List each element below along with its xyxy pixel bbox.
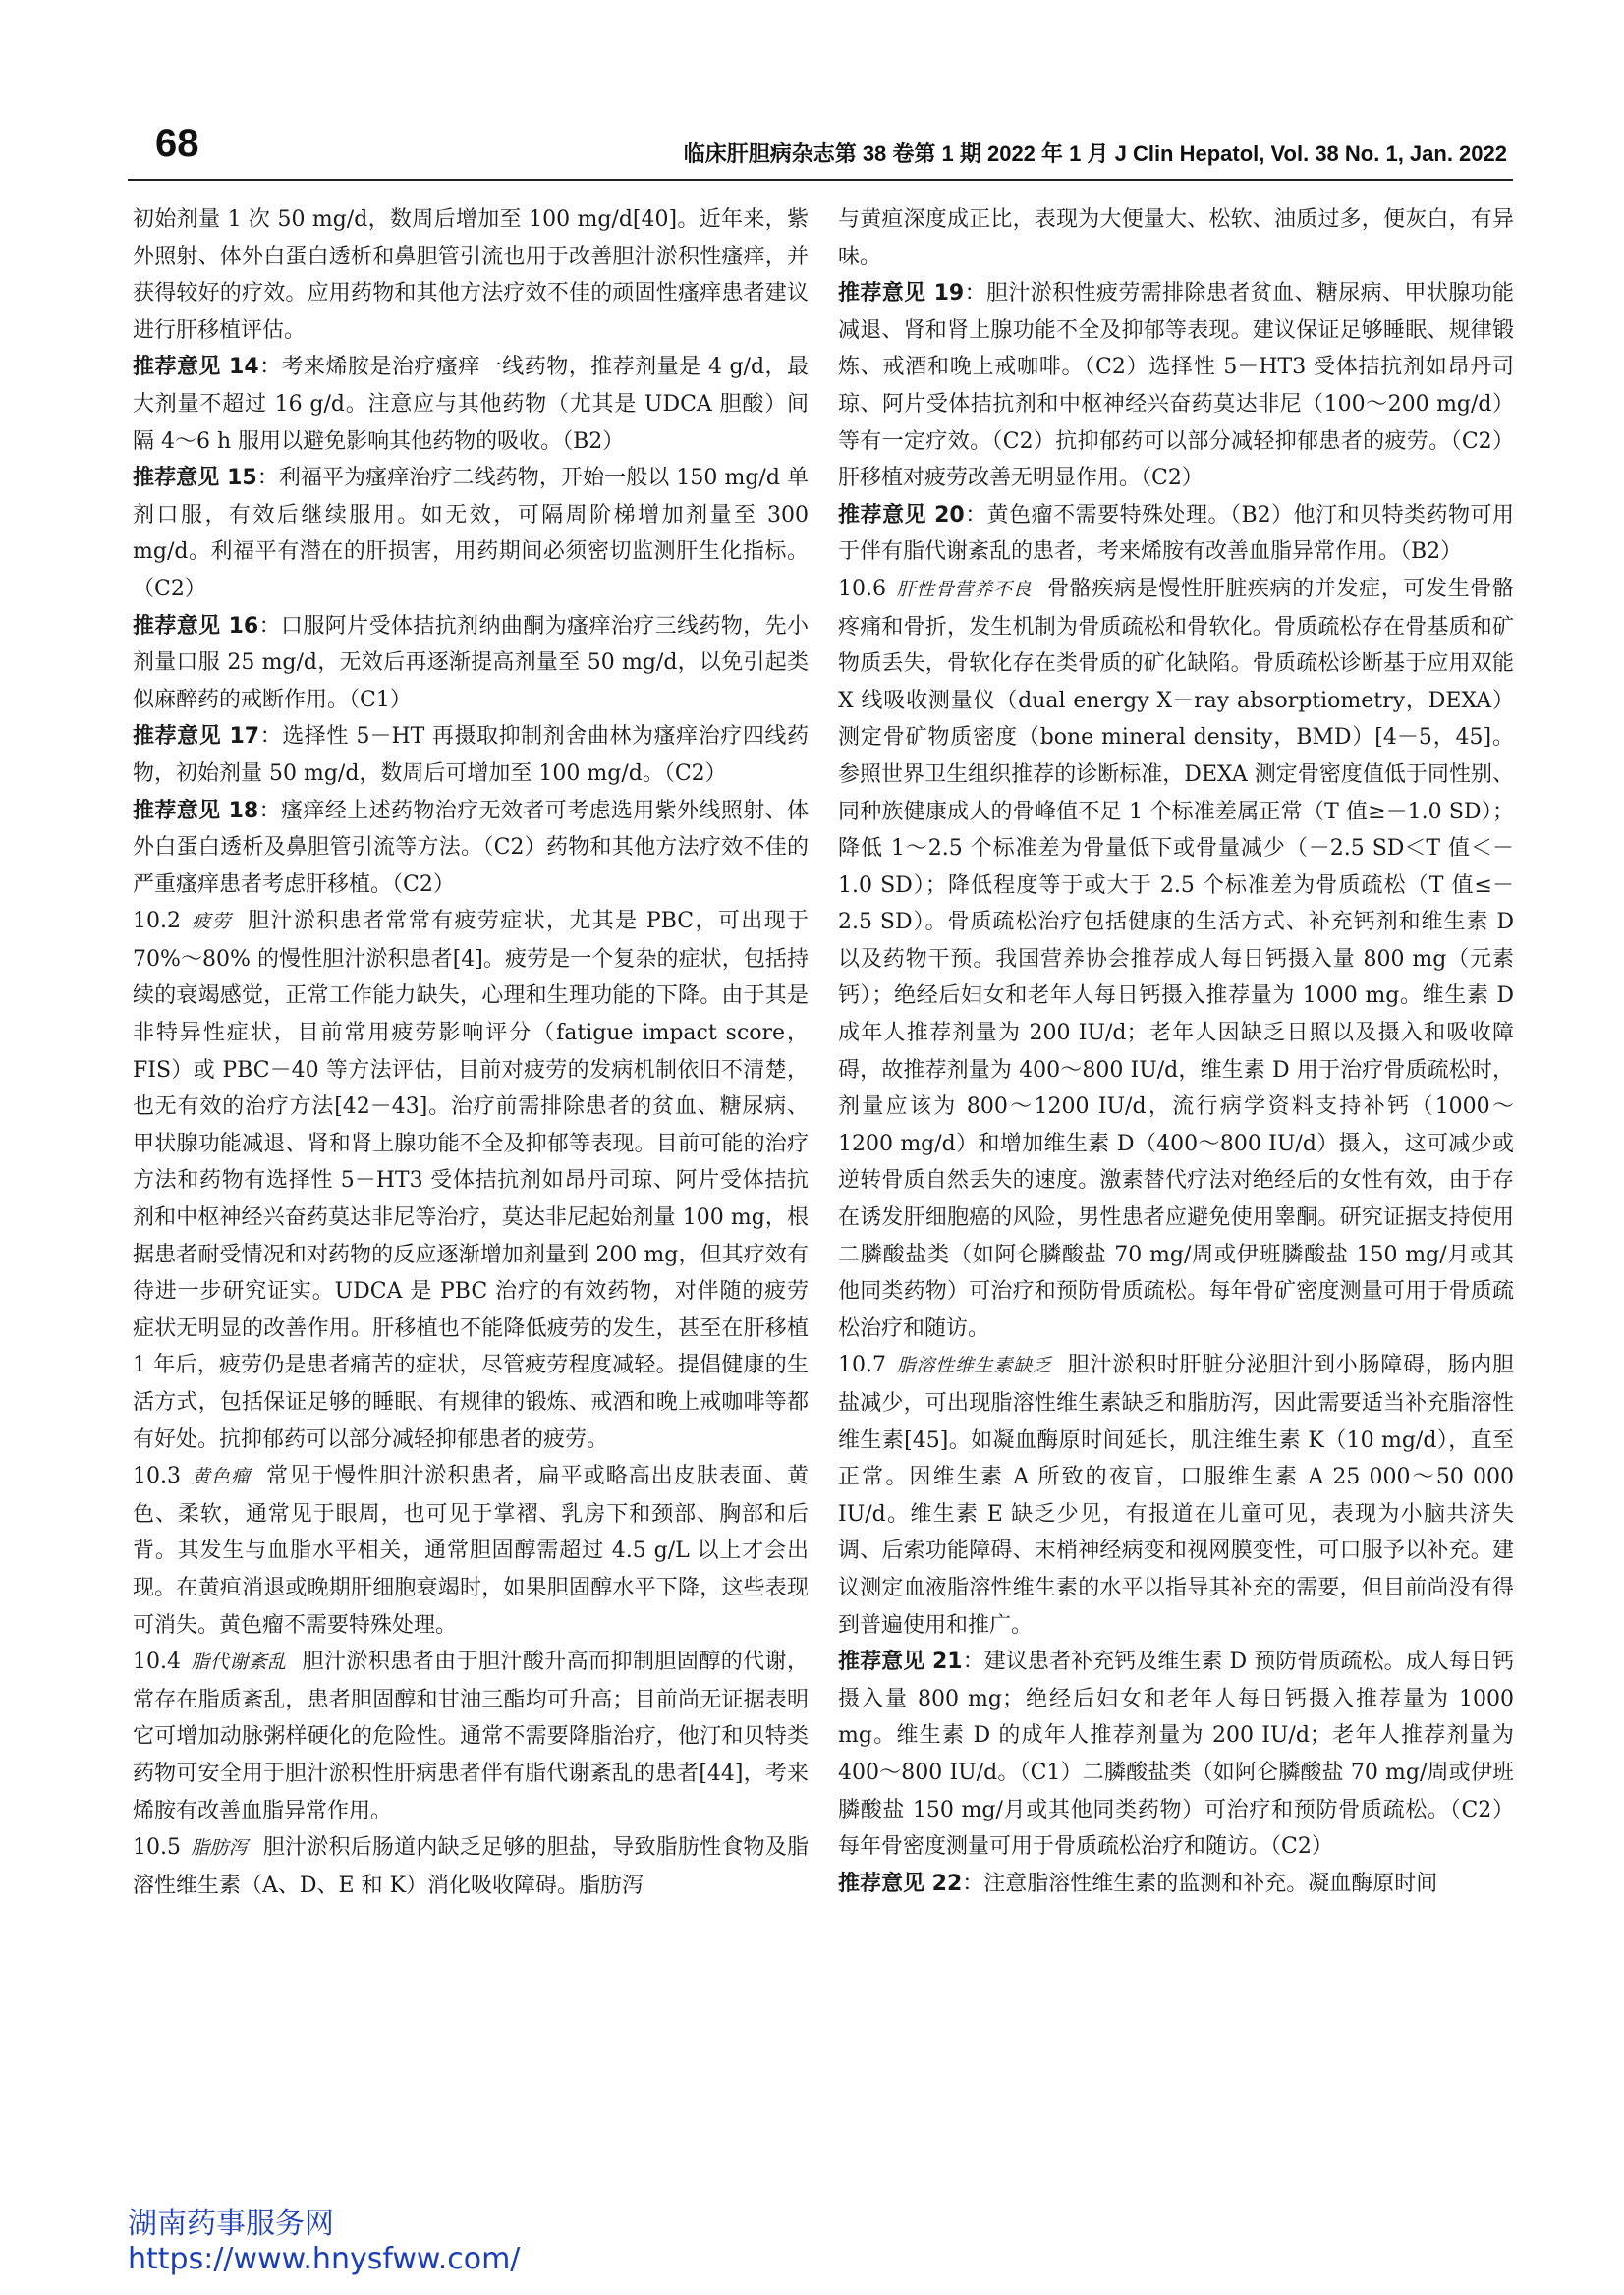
section-number: 10.5: [133, 1835, 181, 1861]
recommendation-20: [838, 497, 1514, 571]
section-10-3: [133, 1458, 809, 1644]
recommendation-label: 推荐意见 21: [838, 1650, 963, 1675]
paragraph: 与黄疸深度成正比，表现为大便量大、松软、油质过多，便灰白，有异味。: [838, 207, 1514, 269]
section-text: 胆汁淤积时肝脏分泌胆汁到小肠障碍，肠内胆盐减少，可出现脂溶性维生素缺乏和脂肪泻，因此需要适当补充脂溶性维生素[45]。如凝血酶原时间延长，肌注维生素 K（10 mg/d），直至正常。因维生素 A 所致的夜盲，口服维生素 A 25 000～50 000 IU/d。维生素 E 缺乏少见，有报道在儿童可见，表现为小脑共济失调、后索功能障碍、末梢神经病变和视网膜变性，可口服予以补充。建议测定血液脂溶性维生素的水平以指导其补充的需要，但目前尚没有得到普遍使用和推广。: [838, 1353, 1514, 1638]
section-title: 黄色瘤: [190, 1466, 252, 1488]
recommendation-17: [133, 718, 809, 792]
section-number: 10.6: [838, 576, 886, 601]
recommendation-text: ：建议患者补充钙及维生素 D 预防骨质疏松。成人每日钙摄入量 800 mg；绝经后妇女和老年人每日钙摄入推荐量为 1000 mg。维生素 D 的成年人推荐剂量为 200 IU/d；老年人推荐剂量为 400～800 IU/d。（C1）二膦酸盐类（如阿仑膦酸盐 70 mg/周或伊班膦酸盐 150 mg/月或其他同类药物）可治疗和预防骨质疏松。（C2）每年骨密度测量可用于骨质疏松治疗和随访。（C2）: [838, 1650, 1514, 1860]
section-title: 脂代谢紊乱: [190, 1651, 287, 1674]
section-number: 10.2: [133, 909, 181, 934]
section-10-5: [133, 1829, 809, 1904]
section-10-7: [838, 1347, 1514, 1644]
watermark: [128, 2207, 520, 2277]
page-number: 68: [155, 122, 199, 165]
watermark-url[interactable]: https://www.hnysfww.com/: [128, 2242, 521, 2276]
recommendation-16: [133, 608, 809, 719]
right-column: [838, 201, 1514, 1902]
recommendation-label: 推荐意见 14: [133, 355, 259, 380]
recommendation-label: 推荐意见 16: [133, 613, 259, 639]
recommendation-text: ：考来烯胺是治疗瘙痒一线药物，推荐剂量是 4 g/d，最大剂量不超过 16 g/d。注意应与其他药物（尤其是 UDCA 胆酸）间隔 4～6 h 服用以避免影响其他药物的吸收。（B2）: [133, 355, 809, 454]
recommendation-text: ：黄色瘤不需要特殊处理。（B2）他汀和贝特类药物可用于伴有脂代谢紊乱的患者，考来烯胺有改善血脂异常作用。（B2）: [838, 502, 1514, 565]
recommendation-label: 推荐意见 15: [133, 466, 257, 491]
section-title: 脂溶性维生素缺乏: [895, 1355, 1052, 1377]
section-title: 疲劳: [190, 911, 233, 933]
recommendation-label: 推荐意见 19: [838, 281, 965, 307]
section-number: 10.4: [133, 1650, 181, 1675]
recommendation-text: ：瘙痒经上述药物治疗无效者可考虑选用紫外线照射、体外白蛋白透析及鼻胆管引流等方法。（C2）药物和其他方法疗效不佳的严重瘙痒患者考虑肝移植。（C2）: [133, 798, 809, 897]
section-title: 脂肪泻: [190, 1837, 248, 1860]
section-number: 10.7: [838, 1353, 886, 1378]
watermark-site-name: 湖南药事服务网: [128, 2207, 334, 2241]
recommendation-18: [133, 793, 809, 904]
section-number: 10.3: [133, 1464, 181, 1489]
page-header: [128, 116, 1513, 181]
section-text: 胆汁淤积患者常常有疲劳症状，尤其是 PBC，可出现于 70%～80% 的慢性胆汁淤积患者[4]。疲劳是一个复杂的症状，包括持续的衰竭感觉，正常工作能力缺失，心理和生理功能的下降。由于其是非特异性症状，目前常用疲劳影响评分（fatigue impact score，FIS）或 PBC－40 等方法评估，目前对疲劳的发病机制依旧不清楚，也无有效的治疗方法[42－43]。治疗前需排除患者的贫血、糖尿病、甲状腺功能减退、肾和肾上腺功能不全及抑郁等表现。目前可能的治疗方法和药物有选择性 5－HT3 受体拮抗剂如昂丹司琼、阿片受体拮抗剂和中枢神经兴奋药莫达非尼等治疗，莫达非尼起始剂量 100 mg，根据患者耐受情况和对药物的反应逐渐增加剂量到 200 mg，但其疗效有待进一步研究证实。UDCA 是 PBC 治疗的有效药物，对伴随的疲劳症状无明显的改善作用。肝移植也不能降低疲劳的发生，甚至在肝移植 1 年后，疲劳仍是患者痛苦的症状，尽管疲劳程度减轻。提倡健康的生活方式，包括保证足够的睡眠、有规律的锻炼、戒酒和晚上戒咖啡等都有好处。抗抑郁药可以部分减轻抑郁患者的疲劳。: [133, 909, 809, 1452]
recommendation-label: 推荐意见 22: [838, 1871, 963, 1896]
recommendation-21: [838, 1644, 1514, 1866]
recommendation-text: ：利福平为瘙痒治疗二线药物，开始一般以 150 mg/d 单剂口服，有效后继续服用。如无效，可隔周阶梯增加剂量至 300 mg/d。利福平有潜在的肝损害，用药期间必须密切监测肝生化指标。（C2）: [133, 466, 809, 601]
section-text: 胆汁淤积患者由于胆汁酸升高而抑制胆固醇的代谢，常存在脂质紊乱，患者胆固醇和甘油三酯均可升高；目前尚无证据表明它可增加动脉粥样硬化的危险性。通常不需要降脂治疗，他汀和贝特类药物可安全用于胆汁淤积性肝病患者伴有脂代谢紊乱的患者[44]，考来烯胺有改善血脂异常作用。: [133, 1650, 809, 1823]
recommendation-label: 推荐意见 17: [133, 724, 260, 750]
recommendation-15: [133, 460, 809, 607]
recommendation-19: [838, 275, 1514, 497]
section-text: 骨骼疾病是慢性肝脏疾病的并发症，可发生骨骼疼痛和骨折，发生机制为骨质疏松和骨软化。骨质疏松存在骨基质和矿物质丢失，骨软化存在类骨质的矿化缺陷。骨质疏松诊断基于应用双能 X 线吸收测量仪（dual energy X－ray absorptiometry，DEXA）测定骨矿物质密度（bone mineral density，BMD）[4－5，45]。参照世界卫生组织推荐的诊断标准，DEXA 测定骨密度值低于同性别、同种族健康成人的骨峰值不足 1 个标准差属正常（T 值≥－1.0 SD）；降低 1～2.5 个标准差为骨量低下或骨量减少（－2.5 SD＜T 值＜－1.0 SD）；降低程度等于或大于 2.5 个标准差为骨质疏松（T 值≤－2.5 SD）。骨质疏松治疗包括健康的生活方式、补充钙剂和维生素 D 以及药物干预。我国营养协会推荐成人每日钙摄入量 800 mg（元素钙）；绝经后妇女和老年人每日钙摄入推荐量为 1000 mg。维生素 D 成年人推荐剂量为 200 IU/d；老年人因缺乏日照以及摄入和吸收障碍，故推荐剂量为 400～800 IU/d，维生素 D 用于治疗骨质疏松时，剂量应该为 800～1200 IU/d，流行病学资料支持补钙（1000～1200 mg/d）和增加维生素 D（400～800 IU/d）摄入，这可减少或逆转骨质自然丢失的速度。激素替代疗法对绝经后的女性有效，由于存在诱发肝细胞癌的风险，男性患者应避免使用睾酮。研究证据支持使用二膦酸盐类（如阿仑膦酸盐 70 mg/周或伊班膦酸盐 150 mg/月或其他同类药物）可治疗和预防骨质疏松。每年骨矿密度测量可用于骨质疏松治疗和随访。: [838, 576, 1514, 1341]
recommendation-label: 推荐意见 18: [133, 798, 259, 823]
section-title: 肝性骨营养不良: [895, 578, 1033, 600]
paragraph: 初始剂量 1 次 50 mg/d，数周后增加至 100 mg/d[40]。近年来，紫外照射、体外白蛋白透析和鼻胆管引流也用于改善胆汁淤积性瘙痒，并获得较好的疗效。应用药物和其他方法疗效不佳的顽固性瘙痒患者建议进行肝移植评估。: [133, 207, 809, 343]
recommendation-text: ：注意脂溶性维生素的监测和补充。凝血酶原时间: [962, 1871, 1438, 1896]
section-10-4: [133, 1644, 809, 1829]
recommendation-22: [838, 1866, 1514, 1903]
running-head: 临床肝胆病杂志第 38 卷第 1 期 2022 年 1 月 J Clin Hepatol, Vol. 38 No. 1, Jan. 2022: [683, 141, 1507, 166]
recommendation-label: 推荐意见 20: [838, 502, 965, 528]
section-text: 胆汁淤积后肠道内缺乏足够的胆盐，导致脂肪性食物及脂溶性维生素（A、D、E 和 K）消化吸收障碍。脂肪泻: [133, 1835, 809, 1898]
section-10-6: [838, 571, 1514, 1347]
recommendation-14: [133, 349, 809, 460]
recommendation-text: ：口服阿片受体拮抗剂纳曲酮为瘙痒治疗三线药物，先小剂量口服 25 mg/d，无效后再逐渐提高剂量至 50 mg/d，以免引起类似麻醉药的戒断作用。（C1）: [133, 613, 809, 712]
left-column: [133, 201, 809, 1904]
recommendation-text: ：胆汁淤积性疲劳需排除患者贫血、糖尿病、甲状腺功能减退、肾和肾上腺功能不全及抑郁等表现。建议保证足够睡眠、规律锻炼、戒酒和晚上戒咖啡。（C2）选择性 5－HT3 受体拮抗剂如昂丹司琼、阿片受体拮抗剂和中枢神经兴奋药莫达非尼（100～200 mg/d）等有一定疗效。（C2）抗抑郁药可以部分减轻抑郁患者的疲劳。（C2）肝移植对疲劳改善无明显作用。（C2）: [838, 281, 1514, 491]
recommendation-text: ：选择性 5－HT 再摄取抑制剂舍曲林为瘙痒治疗四线药物，初始剂量 50 mg/d，数周后可增加至 100 mg/d。（C2）: [133, 724, 809, 786]
section-10-2: [133, 903, 809, 1458]
section-text: 常见于慢性胆汁淤积患者，扁平或略高出皮肤表面、黄色、柔软，通常见于眼周，也可见于掌褶、乳房下和颈部、胸部和后背。其发生与血脂水平相关，通常胆固醇需超过 4.5 g/L 以上才会出现。在黄疸消退或晚期肝细胞衰竭时，如果胆固醇水平下降，这些表现可消失。黄色瘤不需要特殊处理。: [133, 1464, 809, 1638]
